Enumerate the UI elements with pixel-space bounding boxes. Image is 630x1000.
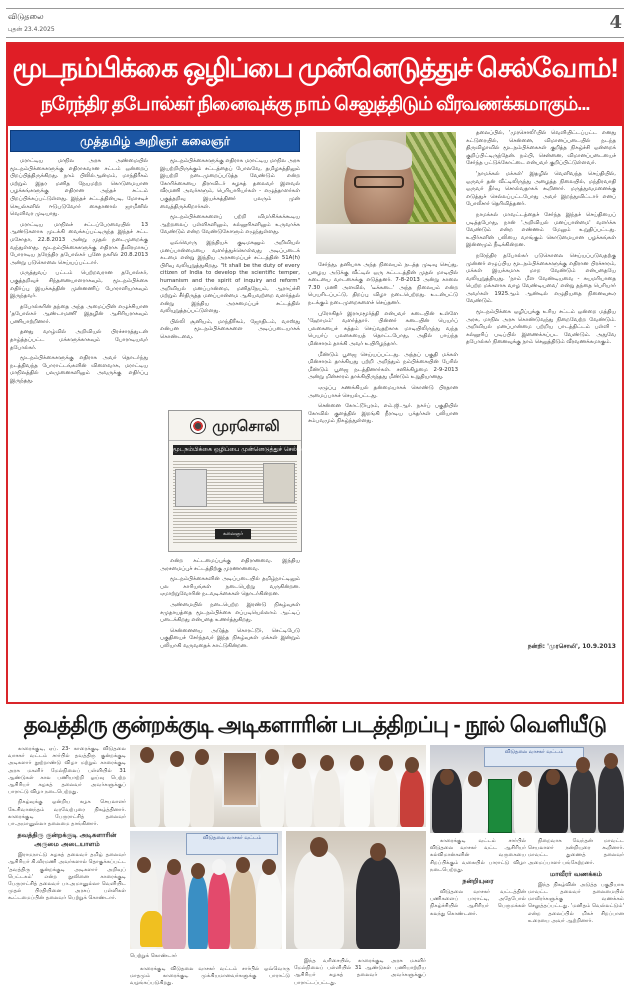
person-head: [191, 863, 205, 879]
second-story-column-2: [130, 966, 290, 998]
person-head: [604, 753, 618, 769]
person: [256, 871, 282, 949]
paragraph: நிறைவாக வேந்தன் மாவட்ட செயலாளர் நன்றியுரை கூறினார். மாவட்ட துணைத் தலைவர் அமைப்பாளர் பங்கேற்றனர்.: [528, 838, 624, 866]
person: [570, 769, 596, 833]
event-photo-felicitation: [130, 831, 282, 949]
person-head: [440, 769, 454, 785]
paragraph: நரேந்திர தபோல்கர் படுகொலை செய்யப்படுவதற்கு முன்னர் எழுப்பிய மூடநம்பிக்கைகளுக்கு எதிரான பிரச்சாரம், மக்கள் இயக்கமாக மாற வேண்டும் என்பதையே வலியுறுத்தியது. 'நாம் மீள வேண்டியவை - சுயமரியாதை பெற்ற மக்களாக வாழ வேண்டியவை' என்று தந்தை பெரியார் அவர்கள் 1925ஆம் ஆண்டில் எழுதியதை நினைவுகூர வேண்டும்.: [466, 252, 616, 305]
paragraph: இராமநாட்டு கழகத் தலைவர் தமிழ் தலைவர் ஆசிரியர் கி.வீரமணி அவர்களால் தொகுக்கப்பட்ட 'தவத்திரு குன்றக்குடி அடிகளார் அறிவுப் பெட்டகம்' என்ற நூலினை காரைக்குடி பேருராட்சித் தலைவர் பா.அமானுல்லா வெளியிட முதல் பிரதியினை அரசுப் பள்ளிகள் கூட்டமைப்பின் தலைவர் பெற்றுக் கொண்டார்.: [8, 852, 126, 902]
paragraph: நாமக்கல் மாவட்டத்தைச் சேர்ந்த இந்தச் செய்தியைப் படித்தபோது, நான் 'அறிவியல் மனப்பான்மை' வளர்க்க வேண்டும் என்ற எண்ணம் மேலும் உறுதிப்பட்டது. உயிர்களின் பலியை வாங்கும் கொடுமையான பழக்கங்கள் இன்னமும் நீடிக்கின்றன.: [466, 211, 616, 249]
paragraph: மூடநம்பிக்கைகளின் அடிப்படையில் தமிழ்நாட்டிலும் பல காரியங்கள் நடைபெற்று வருகின்றன. ஏமாற்றுவோரின் நடவடிக்கைகள் தொடர்கின்றன.: [160, 576, 300, 598]
paragraph: தபோல்கரின் தந்தை அந்த அமைப்பின் எழுச்சியான 'தபோல்கர் ஆண்டாமணி' இதழின் ஆசிரியராகவும் பணியாற்றினார்.: [10, 303, 148, 325]
paragraph: ஏழுப்பு கணக்கியல் தன்மையாகக் கொண்டு பிரதான அமைப்பாகச் செயல்பட்டது.: [308, 384, 458, 399]
person: [162, 865, 186, 949]
page-number: 4: [609, 12, 622, 33]
person-head: [212, 859, 226, 875]
subheading: நன்றியுரை: [462, 877, 494, 886]
honoree-with-garland: [208, 871, 230, 949]
person: [356, 857, 400, 949]
masthead: [6, 8, 624, 38]
event-photo-book-release: [430, 745, 624, 833]
person-head: [292, 753, 306, 769]
source-credit: நன்றி: 'முரசொலி', 10.9.2013: [527, 643, 616, 650]
person-head: [576, 757, 590, 773]
paragraph: மூடநம்பிக்கைகளுக்கு எதிராக அவர் தொடர்ந்து நடத்திவந்த போராட்டங்களின் விளைவாக, மராட்டிய மாநிலத்தில் பலமுனைகளிலும் அவருக்கு எதிர்ப்பு இருந்தது.: [10, 355, 148, 385]
person-head: [310, 837, 328, 857]
paragraph: அண்மையில் நடைபெற்ற இரண்டு நிகழ்வுகள் சமுதாயத்தை மூடநம்பிக்கை எப்படியெல்லாம் ஆட்டிப் படைக்கிறது என்பதை உணர்த்துகிறது.: [160, 601, 300, 624]
paragraph: இந்த வரிசையில், காரைக்குடி அரசு மகளிர் மேல்நிலைப் பள்ளியில் 31 ஆண்டுகள் பணியாற்றிய ஆசிரியர் கழகத் தலைவர் அவர்களுக்குப் பாராட்டப்பட்டது.: [294, 958, 426, 986]
second-story-column-3: [294, 958, 426, 998]
main-subheadline: நரேந்திர தபோல்கர் நினைவுக்கு நாம் செலுத்திடும் வீரவணக்கமாகும்...: [40, 94, 590, 115]
paragraph: சென்னை கோட்டூர்புரம், எம்.ஜி.ஆர். நகர்ப் பகுதியில் கோவில் குளத்தில் இறங்கி நீராடிய பக்தர்கள் பலியான சம்பவமும் நிகழ்ந்துள்ளது.: [308, 403, 458, 425]
person: [344, 767, 370, 827]
paragraph: விடுதலை வாசகர் வட்டத்தின் பணிகளைப் பாராட்டி, அதேபோல் நிகழ்ச்சியில் ஆசிரியர் பெருமக்கள் கலந்து கொண்டனர்.: [430, 889, 526, 917]
paragraph: 'நாமக்கல் மக்கள்' இதழில் வெளிவந்த செய்தியில், ஒருவர் தன் வீட்டிலிருந்து அழைத்த நிலையில், மந்திரவாதி ஒருவர் தீர்வு சொல்வதாகக் கூறினார். மருத்துவமனைக்கு எடுத்துச் செல்லப்பட்டபோது அவர் இறந்துவிட்டார் எனப் போலீசார் தெரிவித்தனர்.: [466, 170, 616, 208]
person: [314, 767, 340, 827]
paragraph: இந்த நிகழ்வின் அடுத்த பகுதியாக மாவட்ட தலைவர் தலைமையில் மாவீரர்களுக்கு வணக்கம் செலுத்தப்பட்டது. 'மனிதம் வெல்லட்டும்' என்ற தலைப்பில் மிகச் சிறப்பான உரையை அவர் ஆற்றினார்.: [528, 881, 624, 924]
person-head: [379, 755, 393, 771]
person-head: [262, 859, 276, 875]
person-head: [350, 755, 364, 771]
paragraph: என்ற கட்டமைப்புக்கு எதிரானவை. இந்திய அரசமைப்புச் சட்டத்திற்கு முரணானவை.: [160, 558, 300, 572]
dabholkar-portrait-photo: [316, 132, 456, 254]
clipping-tag: கலைஞர்: [215, 529, 251, 539]
person-head: [140, 747, 154, 763]
subheading: தவத்திரு குன்றக்குடி அடிகளாரின் அருமை அடையாளம்: [17, 831, 117, 849]
clipping-photo-left: [175, 469, 207, 507]
paragraph: சேர்ந்து, தனியாக அந்த நிலையம் நடத்த முடிவு செய்து, பழைய அடுக்கு வீட்டில் ஒரு கட்டடத்தின் முதல் மாடியில் கடையை வாடகைக்கு எடுத்தனர். 7-8-2013 அன்று காலை 7.30 மணி அளவில், 'டீக்கடை' அந்த நிலையம் என்ற பெயரிடப்பட்டு, திறப்பு விழா நடைபெற்றது. உடன்பட்டு நடக்கும் நடைமுறைகளைச் செய்தனர்.: [308, 262, 458, 306]
clipping-paper-name: முரசொலி: [212, 416, 280, 435]
paragraph: காரைக்குடி வட்டம் சார்பில் விடுதலை வாசகர் வட்ட ஆசிரியர் கல்விமான்களின் வருகையை சிறப்பிக்கும் வகையில் பாராட்டு விழா நடைபெற்றது.: [430, 838, 526, 873]
paragraph: சென்னையை அடுத்த கொரட்டூர், செட்டிபேடு பகுதியைச் சேர்ந்தவர் இந்த நிகழ்வுகள் மக்கள் இன்றும் பலியாகி வருவதைக் காட்டுகின்றன.: [160, 627, 300, 649]
person: [190, 761, 214, 827]
paragraph: மருத்துவப் பட்டம் பெற்றவரான தபோல்கர், பகுத்தறிவுச் சிந்தனையாளராகவும், மூடநம்பிக்கை எதிர்ப்பு இயக்கத்தின் முன்னணிப் போராளியாகவும் இருந்தவர்.: [10, 270, 148, 300]
article-column-2-continued: [160, 558, 300, 654]
event-photo-side: [286, 831, 426, 949]
person-head: [167, 859, 181, 875]
paragraph: காரைக்குடி விடுதலை வாசகர் வட்டம் சார்பில் ஒவ்வொரு மாதமும் காரைக்குடி முக்கியமானவர்களுக்கு பாராட்டு வழங்கப்படுகிறது.: [130, 966, 290, 987]
clipping-masthead: [169, 411, 301, 441]
person: [260, 761, 284, 827]
person: [286, 765, 312, 827]
person-head: [137, 857, 151, 873]
person: [374, 767, 398, 827]
person: [188, 875, 208, 949]
paragraph: மூடநம்பிக்கைகளைப் பற்றி விமர்சிக்கக்கூடிய ஆற்றலைப் பள்ளிகளிலும், கல்லூரிகளிலும் உருவாக்க வேண்டும் என்ற வேண்டுகோளும் எழுந்துள்ளது.: [160, 214, 300, 236]
paragraph: மீண்டும் பூஜை செய்யப்பட்டது. அந்தப் பகுதி மக்கள் மின்சாரம் தாக்கியது பற்றி அறிந்தும் நம்பிக்கையின் பேரில் மீண்டும் பூஜை நடத்தினார்கள். சனிக்கிழமை 2-9-2013 அன்று மின்சாரம் தாக்கியிருந்தது மீண்டும் உறுதியானது.: [308, 351, 458, 381]
person-head: [195, 749, 209, 765]
event-photo-poster-unveiling: [130, 745, 284, 827]
person: [598, 765, 624, 833]
person-head: [265, 749, 279, 765]
palm-leaf-background: [406, 132, 456, 222]
paragraph: புரோகிதர் இராமமூர்த்தி என்பவர் கடையின் உள்ளே 'ஹோமம்' வளர்த்தார். பின்னர் கடையின் பெயர்ப் பலகையைச் சுத்தம் செய்வதற்காக மாடியிலிருந்து வந்த பெயர்ப் பலகையைத் தொட்டபோது, அதில் பாய்ந்த மின்சாரம் தாக்கி அவர் உயிரிழந்தார்.: [308, 310, 458, 347]
person: [400, 769, 424, 827]
person: [230, 869, 256, 949]
article-column-1: [10, 158, 148, 656]
person-head: [170, 751, 184, 767]
second-story-column-5: [528, 838, 624, 996]
article-column-3: [308, 262, 458, 634]
paragraph: பில்லி சூனியம், மாந்திரீகம், ஜோதிடம், வாஸ்து என்பன மூடநம்பிக்கைகளை அடிப்படையாகக் கொண்டவை.: [160, 318, 300, 341]
glasses: [354, 176, 404, 188]
person: [134, 759, 160, 827]
paragraph: மராட்டிய மாநிலச் சட்டப்பேரவையில் 13 ஆண்டுகளாக முடக்கி வைக்கப்பட்டிருந்த இந்தச் சட்ட மசோதா, 22.8.2013 அன்று முதல் நடைமுறைக்கு வந்துள்ளது. மூடநம்பிக்கைகளுக்கு எதிராக தீவிரமாகப் போராடிய நரேந்திர தபோல்கர் புனே நகரில் 20.8.2013 அன்று படுகொலை செய்யப்பட்டார்.: [10, 221, 148, 266]
person-head: [546, 769, 560, 785]
person-head: [236, 857, 250, 873]
clipping-photo-right: [263, 463, 295, 503]
main-headline: மூடநம்பிக்கை ஒழிப்பை முன்னெடுத்துச் செல்வோம்!: [12, 53, 618, 83]
shirt: [316, 224, 456, 254]
second-story-column-4: [430, 838, 526, 996]
person-head: [518, 771, 532, 787]
adigalar-portrait-poster: [222, 751, 258, 807]
person: [164, 763, 190, 827]
person-head: [468, 771, 482, 787]
article-column-4: [466, 130, 616, 634]
paragraph: தனது வாழ்வில் அறிவியல் பிரச்சாரத்துடன் தாழ்த்தப்பட்ட மக்களுக்காகவும் போராடியவர் தபோல்கர்.: [10, 329, 148, 351]
hair: [346, 140, 412, 170]
article-column-2: [160, 158, 300, 404]
issue-date: புதன் 23.4.2025: [8, 26, 55, 33]
event-photo-group: [284, 745, 426, 827]
paragraph: ஒவ்வொரு இந்தியக் குடிமகனும் அறிவியல் மனப்பான்மையை வளர்த்துக்கொள்வது அடிப்படைக் கடமை என்று இந்திய அரசமைப்புச் சட்டத்தின் 51A(h) பிரிவு வலியுறுத்துகிறது. "It shall be the duty of every citizen of India to develop the scientific temper, humanism and the spirit of inquiry and reform" அறிவியல் மனப்பான்மை, மனிதநேயம், ஆராய்ச்சி மற்றும் சீர்திருத்த மனப்பான்மை ஆகியவற்றை வளர்த்தல் என்று இந்திய அரசமைப்புச் சட்டத்தில் வலியுறுத்தப்பட்டுள்ளது.: [160, 239, 300, 315]
gift-bag: [140, 911, 164, 947]
subheading: மாவீரர் வணக்கம்: [550, 869, 602, 878]
banner-sign: விடுதலை வாசகர் வட்டம்: [484, 747, 584, 767]
paragraph: மூடநம்பிக்கைகளுக்கு எதிராக மராட்டிய மாநில அரசு இயற்றியிருக்கும் சட்டத்தைப் போலவே, தமிழகத்திலும் இயற்றி நடைமுறைப்படுத்த வேண்டும் என்ற கோரிக்கையை திராவிடர் கழகத் தலைவர் இளவல் வீரமணி அவர்களும், பெரியாரியர்கள் - எழுத்தாளர்கள் பகுத்தறிவு இயக்கத்தினர் பலரும் முன் வைத்திருக்கிறார்கள்.: [160, 158, 300, 210]
clipping-headline: மூடநம்பிக்கை ஒழிப்பை முன்னெடுத்துச் செல்வோம்: [173, 446, 315, 453]
banner-sign-2: விடுதலை வாசகர் வட்டம்: [186, 833, 278, 855]
paragraph: தலைப்பில், 'முரசொலி'யில் வெளியிட்டப்பட்ட எனது கட்டுரையில், சென்னை, விமானப்படையில் நடந்த திருவிழாவில் மூடநம்பிக்கைகள் குறித்த நிகழ்ச்சி ஒன்றைக் குறிப்பிட்டிருந்தேன். நம்பி, சென்னை, விமானப்படையைச் சேர்ந்த பட்டுக்கோட்டை என்பவர் குறிப்பிட்டுள்ளவர்.: [466, 130, 616, 167]
headline-banner: [8, 44, 622, 126]
paragraph: மூடநம்பிக்கை ஒழிப்புக்கு உரிய சட்டம் ஒன்றை மத்திய அரசு, மாநில அரசு கொண்டுவந்து நிறைவேற்ற வேண்டும். அறிவியல் மனப்பான்மை பற்றிய பாடத்திட்டம் பள்ளி - கல்லூரிப் படிப்பில் இணைக்கப்பட வேண்டும். அதுவே தபோல்கர் நினைவுக்கு நாம் செலுத்திடும் வீரவணக்கமாகும்.: [466, 309, 616, 346]
photo-caption: பெற்றுக் கொண்டார்: [130, 953, 177, 959]
paragraph: மராட்டிய மாநில அரசு அண்மையில் மூடநம்பிக்கைகளுக்கு எதிராகவான சட்டம் ஒன்றைப் பிறப்பித்திருக்கிறது. நாம் பிலில்ஆன்மம், மாந்திரீகம் மற்றும் இதர மனித நேயமற்ற கொடுமையான பழக்கங்களுக்கு எதிரான அந்தச் சட்டம் பிறப்பிக்கப்பட்டுள்ளது. இந்தச் சட்டத்தின்படி, மோசடிச் செயல்களில் ஈடுபடுவோர் கைதானால் ஜாமீனில் வெளிவர முடியாது.: [10, 158, 148, 218]
person-head: [405, 757, 419, 773]
person: [294, 851, 344, 949]
second-story-headline: தவத்திரு குன்றக்குடி அடிகளாரின் படத்திறப்பு - நூல் வெளியீடு: [23, 712, 607, 737]
person-head: [320, 755, 334, 771]
paragraph: நிகழ்வுக்கு ஒன்றிய கழக செயலாளர் கே.சிவானந்தம் வரவேற்புரை நிகழ்த்தினார். காரைக்குடி பேருராட்சித் தலைவர் பா.அமானுல்லா தலைமை தாங்கினார்.: [8, 799, 126, 828]
person-head: [370, 843, 386, 861]
second-story-column-1: [8, 746, 126, 996]
sun-logo-icon: [190, 418, 206, 434]
podium: [488, 779, 512, 833]
paper-name: விடுதலை: [8, 12, 44, 21]
paragraph: காரைக்குடி, ஏப். 23- காரைக்குடி விடுதலை வாசகர் வட்டம் சார்பில் தவத்திரு குன்றக்குடி அடிகளார் நூற்றாண்டு விழா மற்றும் காரைக்குடி அரசு மகளிர் மேல்நிலைப் பள்ளியில் 31 ஆண்டுகள் கால பணியாற்றி ஓய்வு பெற்ற ஆசிரியர் கழகத் தலைவர் அவர்களுக்குப் பாராட்டு விழா நடைபெற்றது.: [8, 746, 126, 796]
author-byline: முத்தமிழ் அறிஞர் கலைஞர்: [10, 130, 300, 152]
newspaper-clipping-image: [168, 410, 315, 552]
